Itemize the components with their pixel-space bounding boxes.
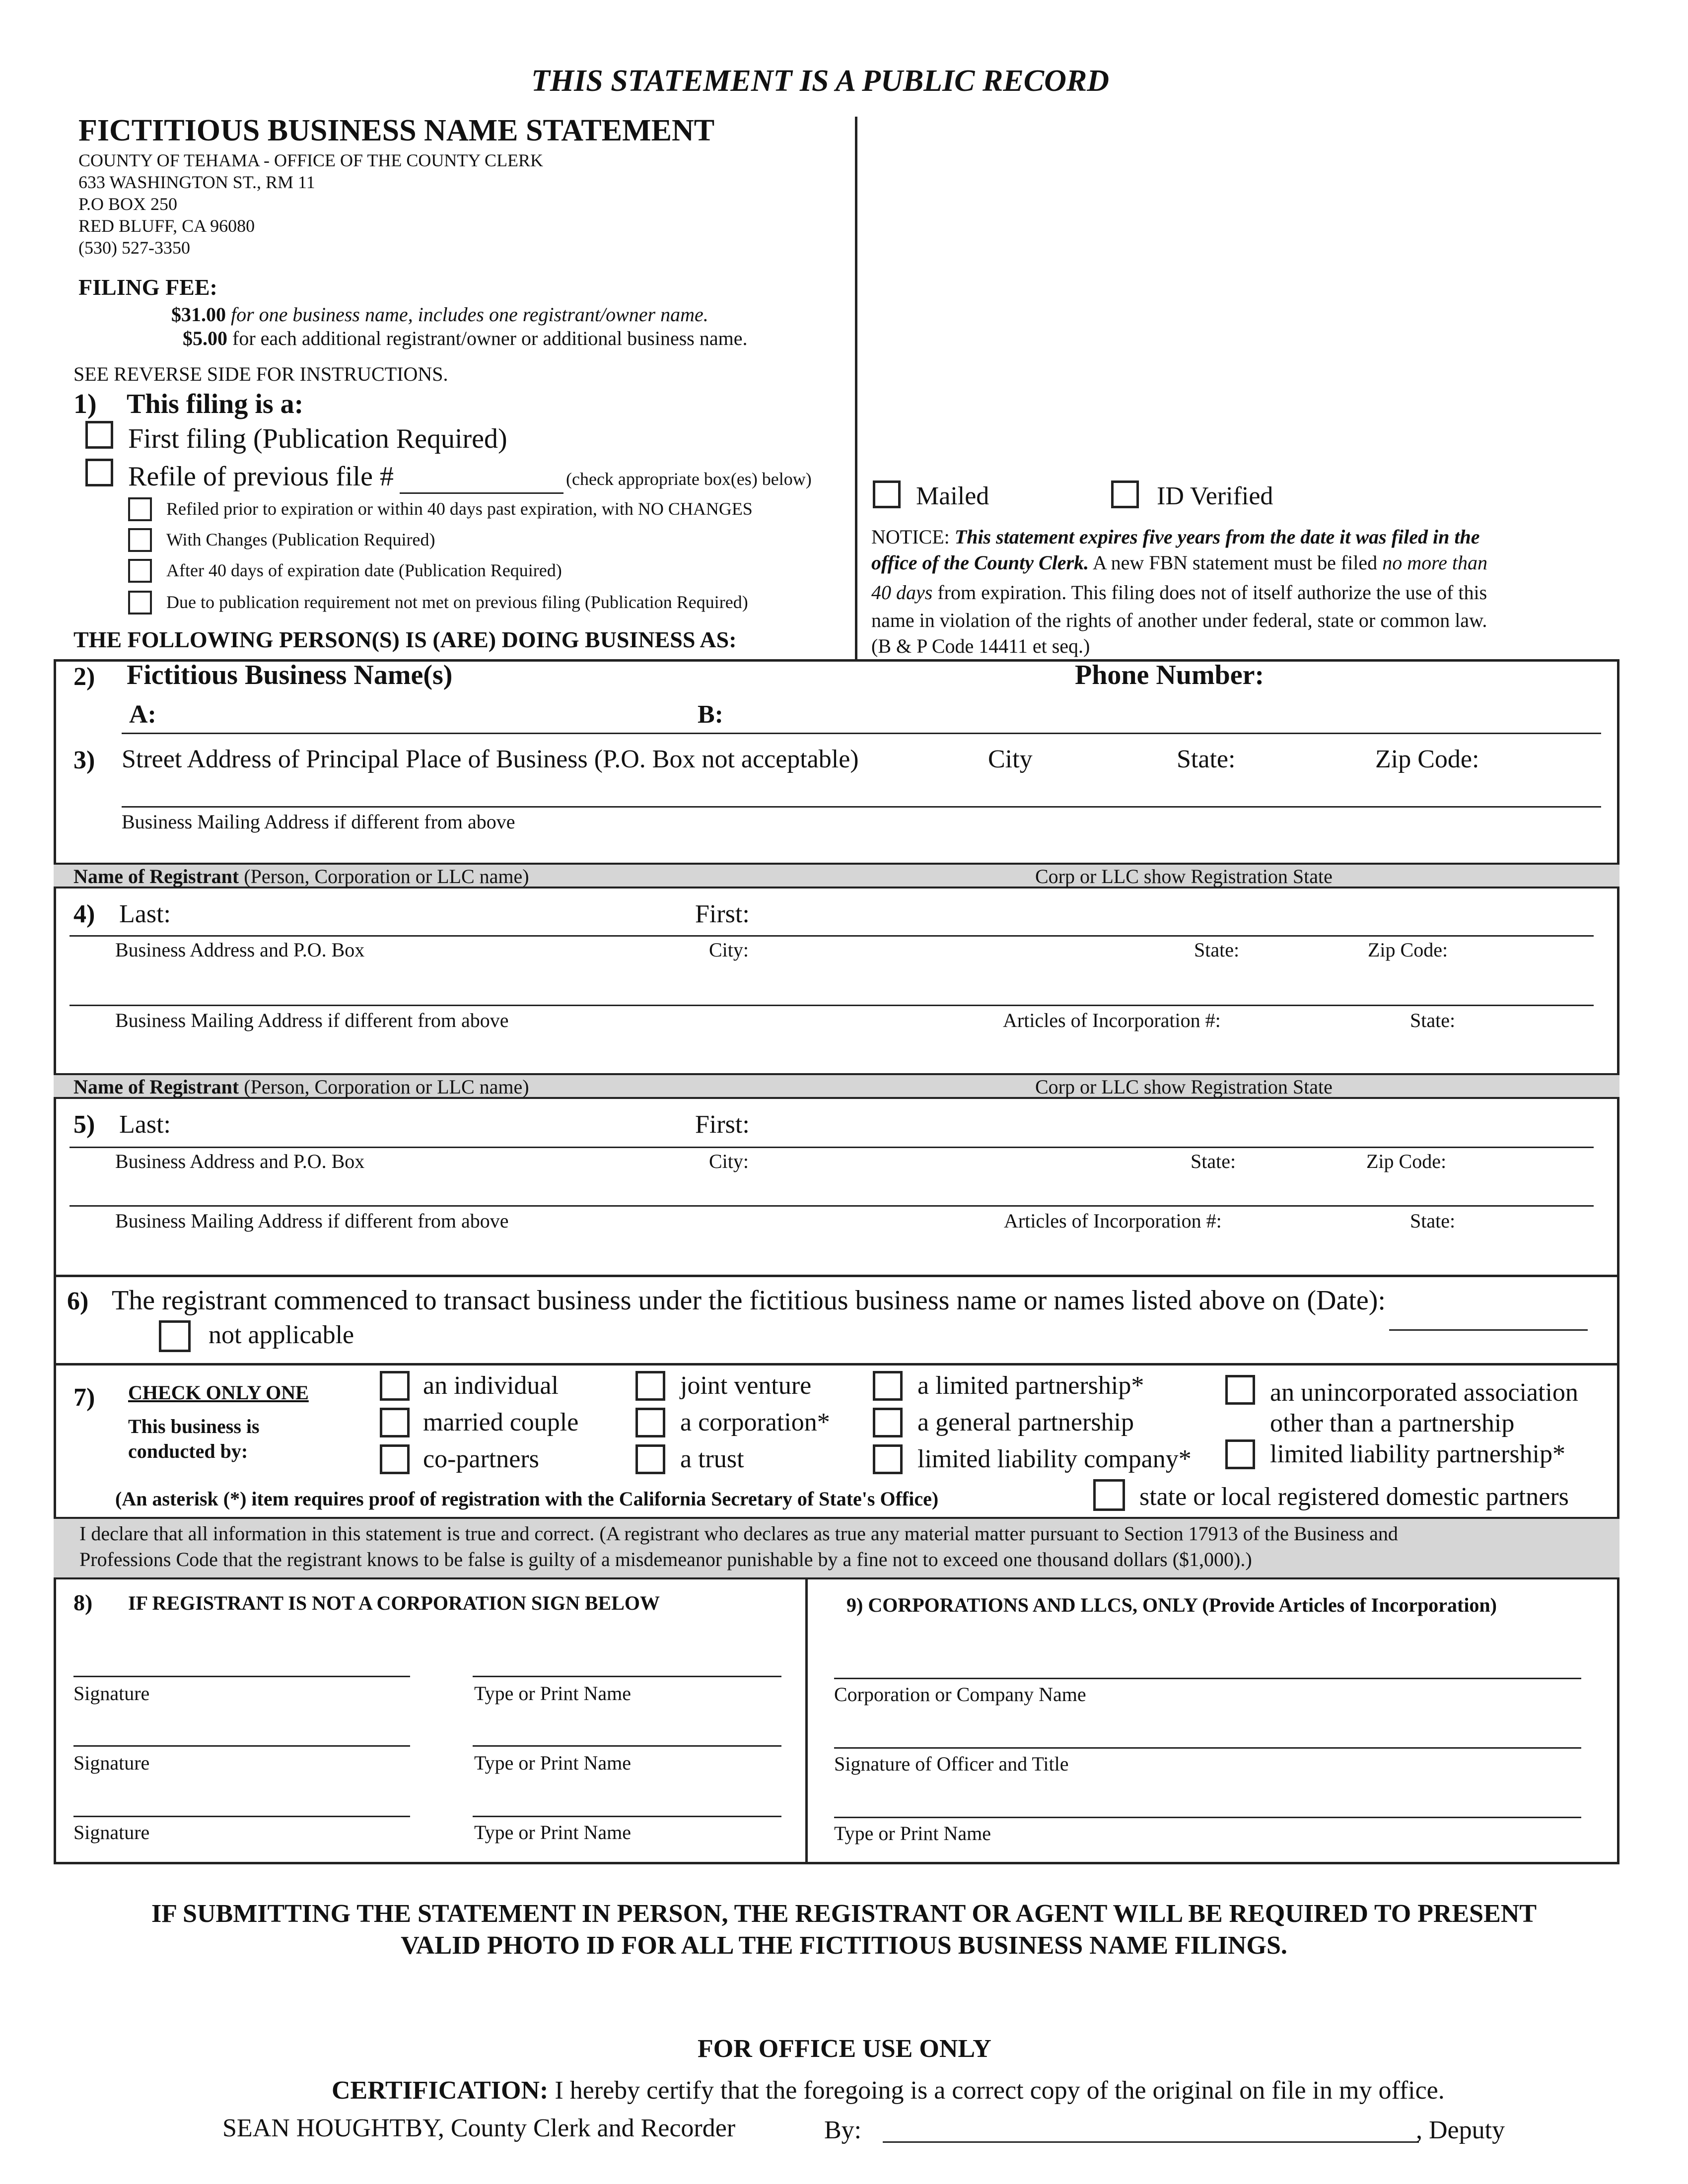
conducted-by-line-1: This business is (128, 1415, 260, 1437)
domestic-partners-label: state or local registered domestic partners (1139, 1483, 1569, 1511)
joint-venture-label: joint venture (680, 1371, 812, 1400)
unincorporated-association-label-2: other than a partnership (1270, 1409, 1515, 1437)
id-verified-label: ID Verified (1157, 482, 1273, 510)
section-9-title: 9) CORPORATIONS AND LLCS, ONLY (Provide Articles of Incorporation) (846, 1594, 1497, 1616)
llp-checkbox[interactable] (1225, 1439, 1255, 1469)
officer-print-name-label: Type or Print Name (834, 1822, 991, 1844)
deputy-label: , Deputy (1416, 2116, 1505, 2144)
llc-checkbox[interactable] (873, 1444, 903, 1474)
state-label: State: (1191, 1150, 1236, 1172)
llc-label: limited liability company* (917, 1445, 1192, 1473)
corporation-name-line[interactable] (834, 1678, 1581, 1679)
zip-label: Zip Code: (1368, 939, 1448, 961)
trust-label: a trust (680, 1445, 744, 1473)
section-8-title: IF REGISTRANT IS NOT A CORPORATION SIGN BELOW (128, 1592, 660, 1614)
by-label: By: (824, 2116, 862, 2144)
print-name-line[interactable] (473, 1745, 781, 1747)
signature-divider (805, 1579, 808, 1864)
registrant-name-field[interactable] (70, 935, 1594, 937)
married-couple-checkbox[interactable] (380, 1408, 410, 1437)
with-changes-checkbox[interactable] (128, 528, 152, 552)
officer-print-name-line[interactable] (834, 1817, 1581, 1818)
header-divider (855, 117, 857, 659)
notice-line-2: office of the County Clerk. A new FBN statement must be filed no more than (871, 551, 1488, 574)
office-line: (530) 527-3350 (78, 238, 190, 258)
last-name-label: Last: (119, 900, 171, 928)
section-6-number: 6) (67, 1287, 89, 1315)
notice-line-3: 40 days from expiration. This filing does not of itself authorize the use of this (871, 581, 1487, 604)
llp-label: limited liability partnership* (1270, 1440, 1566, 1468)
section-3-number: 3) (73, 746, 95, 774)
state-label: State: (1177, 745, 1236, 773)
asterisk-note: (An asterisk (*) item requires proof of registration with the California Secretary of State's Office) (115, 1488, 939, 1510)
mailing-address-label: Business Mailing Address if different from above (115, 1210, 509, 1232)
office-line: P.O BOX 250 (78, 194, 178, 214)
street-address-field[interactable] (122, 806, 1601, 808)
office-line: RED BLUFF, CA 96080 (78, 216, 255, 236)
limited-partnership-checkbox[interactable] (873, 1371, 903, 1401)
mailing-address-label: Business Mailing Address if different from above (115, 1009, 509, 1031)
clerk-name: SEAN HOUGHTBY, County Clerk and Recorder (222, 2114, 736, 2142)
signature-line[interactable] (73, 1816, 410, 1817)
notice-line-1: NOTICE: This statement expires five years from the date it was filed in the (871, 526, 1480, 548)
unincorporated-association-checkbox[interactable] (1225, 1375, 1255, 1405)
mailing-address-label: Business Mailing Address if different from above (122, 811, 515, 833)
commenced-label: The registrant commenced to transact business under the fictitious business name or names listed above on (Date): (112, 1285, 1386, 1316)
city-label: City (988, 745, 1033, 773)
conducted-by-line-2: conducted by: (128, 1440, 248, 1462)
refile-checkbox[interactable] (85, 459, 113, 486)
section-7-number: 7) (73, 1383, 95, 1412)
publication-not-met-checkbox[interactable] (128, 591, 152, 614)
print-name-line[interactable] (473, 1816, 781, 1817)
doing-business-as-heading: THE FOLLOWING PERSON(S) IS (ARE) DOING BUSINESS AS: (73, 627, 737, 652)
section-4-number: 4) (73, 900, 95, 928)
state-label: State: (1410, 1210, 1456, 1232)
after-40-days-checkbox[interactable] (128, 559, 152, 583)
refiled-no-changes-checkbox[interactable] (128, 497, 152, 521)
city-label: City: (709, 1150, 749, 1172)
signature-line[interactable] (73, 1745, 410, 1747)
first-name-label: First: (695, 900, 750, 928)
office-use-heading: FOR OFFICE USE ONLY (698, 2035, 991, 2063)
zip-label: Zip Code: (1375, 745, 1479, 773)
registration-state-label: Corp or LLC show Registration State (1035, 1076, 1333, 1098)
trust-checkbox[interactable] (635, 1444, 665, 1474)
co-partners-label: co-partners (423, 1445, 539, 1473)
first-name-label: First: (695, 1110, 750, 1139)
filing-fee-label: FILING FEE: (78, 274, 217, 300)
general-partnership-checkbox[interactable] (873, 1408, 903, 1437)
mailed-checkbox[interactable] (873, 480, 901, 508)
unincorporated-association-label: an unincorporated association (1270, 1378, 1578, 1407)
officer-signature-line[interactable] (834, 1747, 1581, 1749)
signature-label: Signature (73, 1752, 150, 1774)
business-name-field[interactable] (122, 733, 1601, 734)
see-reverse: SEE REVERSE SIDE FOR INSTRUCTIONS. (73, 363, 448, 385)
check-note: (check appropriate box(es) below) (566, 469, 812, 489)
certification: CERTIFICATION: I hereby certify that the foregoing is a correct copy of the original on file in my office. (332, 2076, 1445, 2105)
business-address-label: Business Address and P.O. Box (115, 939, 365, 961)
deputy-signature-line[interactable] (883, 2141, 1419, 2143)
mailed-label: Mailed (916, 482, 989, 510)
individual-checkbox[interactable] (380, 1371, 410, 1401)
print-name-line[interactable] (473, 1676, 781, 1677)
check-only-one: CHECK ONLY ONE (128, 1381, 309, 1404)
notice-line-5: (B & P Code 14411 et seq.) (871, 635, 1090, 657)
public-record-banner: THIS STATEMENT IS A PUBLIC RECORD (531, 64, 1109, 98)
signature-line[interactable] (73, 1676, 410, 1677)
not-applicable-label: not applicable (209, 1321, 354, 1349)
co-partners-checkbox[interactable] (380, 1444, 410, 1474)
declaration-line-2: Professions Code that the registrant knows to be false is guilty of a misdemeanor punishable by a fine not to exceed one thousand dollars ($1,000).) (79, 1548, 1252, 1570)
zip-label: Zip Code: (1366, 1150, 1447, 1172)
fee-line-1: $31.00 for one business name, includes one registrant/owner name. (171, 303, 708, 326)
state-label: State: (1410, 1009, 1456, 1031)
state-label: State: (1194, 939, 1240, 961)
articles-label: Articles of Incorporation #: (1003, 1009, 1221, 1031)
after-40-days-label: After 40 days of expiration date (Publication Required) (166, 560, 562, 580)
refile-label: Refile of previous file # (128, 461, 394, 492)
declaration-line-1: I declare that all information in this statement is true and correct. (A registrant who declares as true any material matter pursuant to Section 17913 of the Business and (79, 1522, 1398, 1545)
print-name-label: Type or Print Name (474, 1752, 632, 1774)
city-label: City: (709, 939, 749, 961)
first-filing-checkbox[interactable] (85, 421, 113, 449)
section-1-number: 1) (73, 389, 97, 419)
first-filing-label: First filing (Publication Required) (128, 423, 507, 454)
signature-label: Signature (73, 1821, 150, 1843)
section-divider (54, 1275, 1619, 1277)
photo-id-notice-line-2: VALID PHOTO ID FOR ALL THE FICTITIOUS BUSINESS NAME FILINGS. (401, 1931, 1287, 1960)
registrant-band-label: Name of Registrant (Person, Corporation or LLC name) (73, 865, 529, 887)
photo-id-notice-line-1: IF SUBMITTING THE STATEMENT IN PERSON, THE REGISTRANT OR AGENT WILL BE REQUIRED TO PRESENT (151, 1900, 1537, 1928)
domestic-partners-checkbox[interactable] (1093, 1479, 1125, 1511)
registrant-name-field[interactable] (70, 1147, 1594, 1148)
officer-signature-label: Signature of Officer and Title (834, 1753, 1069, 1775)
previous-file-number-field[interactable] (400, 492, 563, 494)
section-1-title: This filing is a: (127, 389, 304, 419)
phone-number-label: Phone Number: (1075, 660, 1265, 690)
business-address-field[interactable] (70, 1005, 1594, 1006)
name-a-label: A: (129, 700, 156, 729)
publication-not-met-label: Due to publication requirement not met on previous filing (Publication Required) (166, 592, 748, 612)
signature-label: Signature (73, 1682, 150, 1705)
limited-partnership-label: a limited partnership* (917, 1371, 1144, 1400)
fee-line-2: $5.00 for each additional registrant/owner or additional business name. (183, 327, 748, 349)
section-divider (54, 1363, 1619, 1365)
individual-label: an individual (423, 1371, 559, 1400)
notice-line-4: name in violation of the rights of another under federal, state or common law. (871, 609, 1487, 631)
corporation-name-label: Corporation or Company Name (834, 1683, 1086, 1706)
refiled-no-changes-label: Refiled prior to expiration or within 40 days past expiration, with NO CHANGES (166, 499, 753, 519)
married-couple-label: married couple (423, 1408, 579, 1436)
office-line: 633 WASHINGTON ST., RM 11 (78, 172, 315, 192)
last-name-label: Last: (119, 1110, 171, 1139)
corporation-label: a corporation* (680, 1408, 830, 1436)
general-partnership-label: a general partnership (917, 1408, 1134, 1436)
with-changes-label: With Changes (Publication Required) (166, 530, 435, 549)
business-address-field[interactable] (70, 1205, 1594, 1207)
commenced-date-field[interactable] (1389, 1329, 1588, 1331)
section-2-number: 2) (73, 663, 95, 691)
corporation-checkbox[interactable] (635, 1408, 665, 1437)
office-line: COUNTY OF TEHAMA - OFFICE OF THE COUNTY CLERK (78, 150, 544, 170)
print-name-label: Type or Print Name (474, 1682, 632, 1705)
articles-label: Articles of Incorporation #: (1004, 1210, 1222, 1232)
registrant-band-label: Name of Registrant (Person, Corporation or LLC name) (73, 1076, 529, 1098)
id-verified-checkbox[interactable] (1111, 480, 1139, 508)
street-address-label: Street Address of Principal Place of Business (P.O. Box not acceptable) (122, 745, 859, 773)
registration-state-label: Corp or LLC show Registration State (1035, 865, 1333, 887)
print-name-label: Type or Print Name (474, 1821, 632, 1843)
section-8-number: 8) (73, 1590, 93, 1615)
section-5-number: 5) (73, 1110, 95, 1139)
name-b-label: B: (698, 700, 723, 729)
business-address-label: Business Address and P.O. Box (115, 1150, 365, 1172)
joint-venture-checkbox[interactable] (635, 1371, 665, 1401)
form-title: FICTITIOUS BUSINESS NAME STATEMENT (78, 114, 715, 147)
not-applicable-checkbox[interactable] (159, 1320, 191, 1352)
section-2-title: Fictitious Business Name(s) (127, 660, 453, 690)
